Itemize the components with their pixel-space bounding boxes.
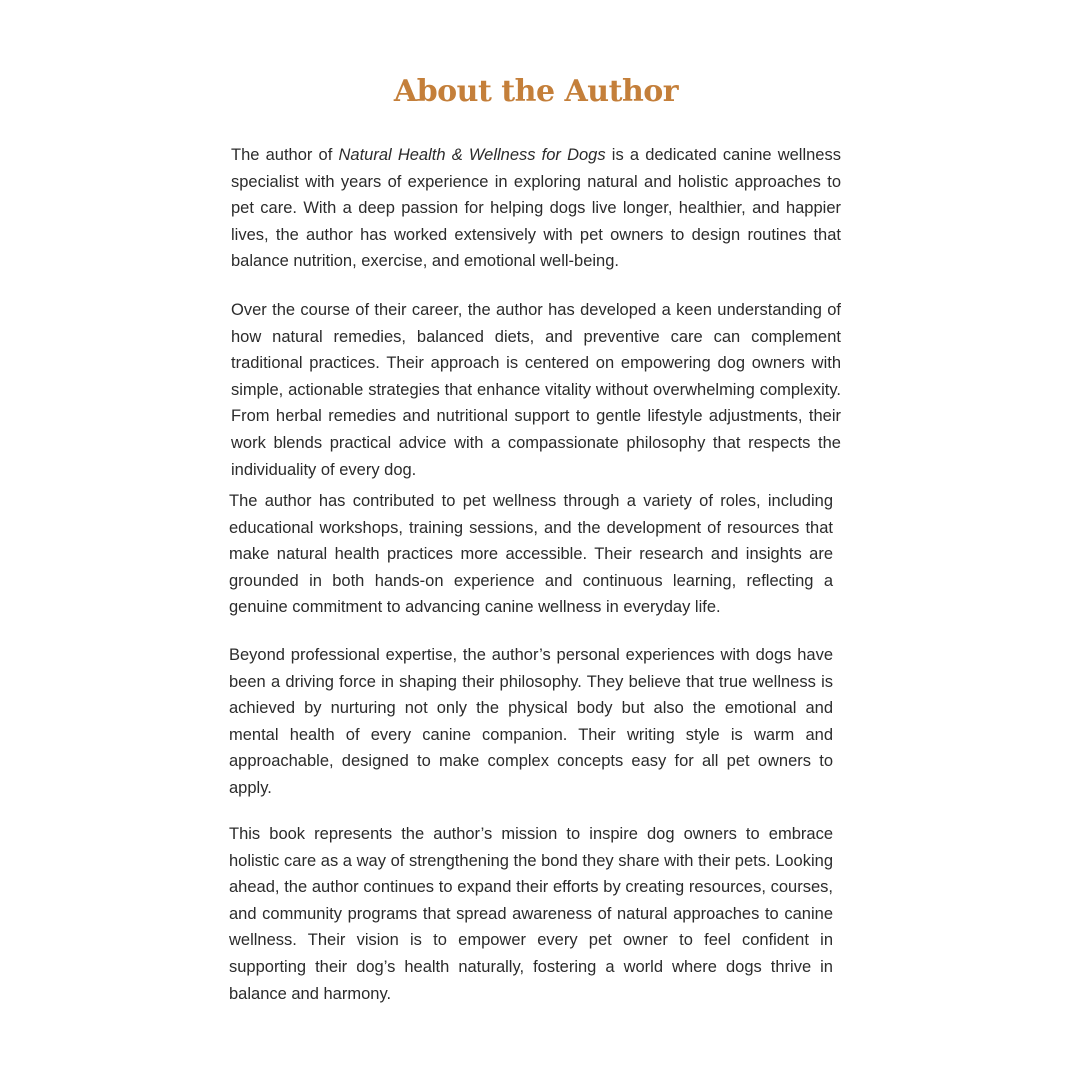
paragraph-intro (231, 142, 841, 275)
page-title: About the Author (393, 74, 679, 109)
paragraph-contributions: The author has contributed to pet wellness through a variety of roles, including educational workshops, training sessions, and the development of resources that make natural health practices more accessible. Their research and insights are grounded in both hands-on experience and continuous learning, reflecting a genuine commitment to advancing canine wellness in everyday life. (229, 492, 833, 617)
paragraph-personal: Beyond professional expertise, the author’s personal experiences with dogs have been a driving force in shaping their philosophy. They believe that true wellness is achieved by nurturing not only the physical body but also the emotional and mental health of every canine companion. Their writing style is warm and approachable, designed to make complex concepts easy for all pet owners to apply. (229, 646, 833, 797)
paragraph-intro-rest: is a dedicated canine wellness specialist with years of experience in exploring natural and holistic approaches to pet care. With a deep passion for helping dogs live longer, healthier, and happier lives, the author has worked extensively with pet owners to design routines that balance nutrition, exercise, and emotional well-being. (231, 146, 841, 271)
paragraph-intro-prefix: The author of (231, 146, 339, 164)
book-title: Natural Health & Wellness for Dogs (338, 146, 606, 164)
paragraph-career: Over the course of their career, the author has developed a keen understanding of how natural remedies, balanced diets, and preventive care can complement traditional practices. Their approach is centered on empowering dog owners with simple, actionable strategies that enhance vitality without overwhelming complexity. From herbal remedies and nutritional support to gentle lifestyle adjustments, their work blends practical advice with a compassionate philosophy that respects the individuality of every dog. (231, 301, 841, 479)
paragraph-mission: This book represents the author’s mission to inspire dog owners to embrace holistic care as a way of strengthening the bond they share with their pets. Looking ahead, the author continues to expand their efforts by creating resources, courses, and community programs that spread awareness of natural approaches to canine wellness. Their vision is to empower every pet owner to feel confident in supporting their dog’s health naturally, fostering a world where dogs thrive in balance and harmony. (229, 825, 833, 1003)
